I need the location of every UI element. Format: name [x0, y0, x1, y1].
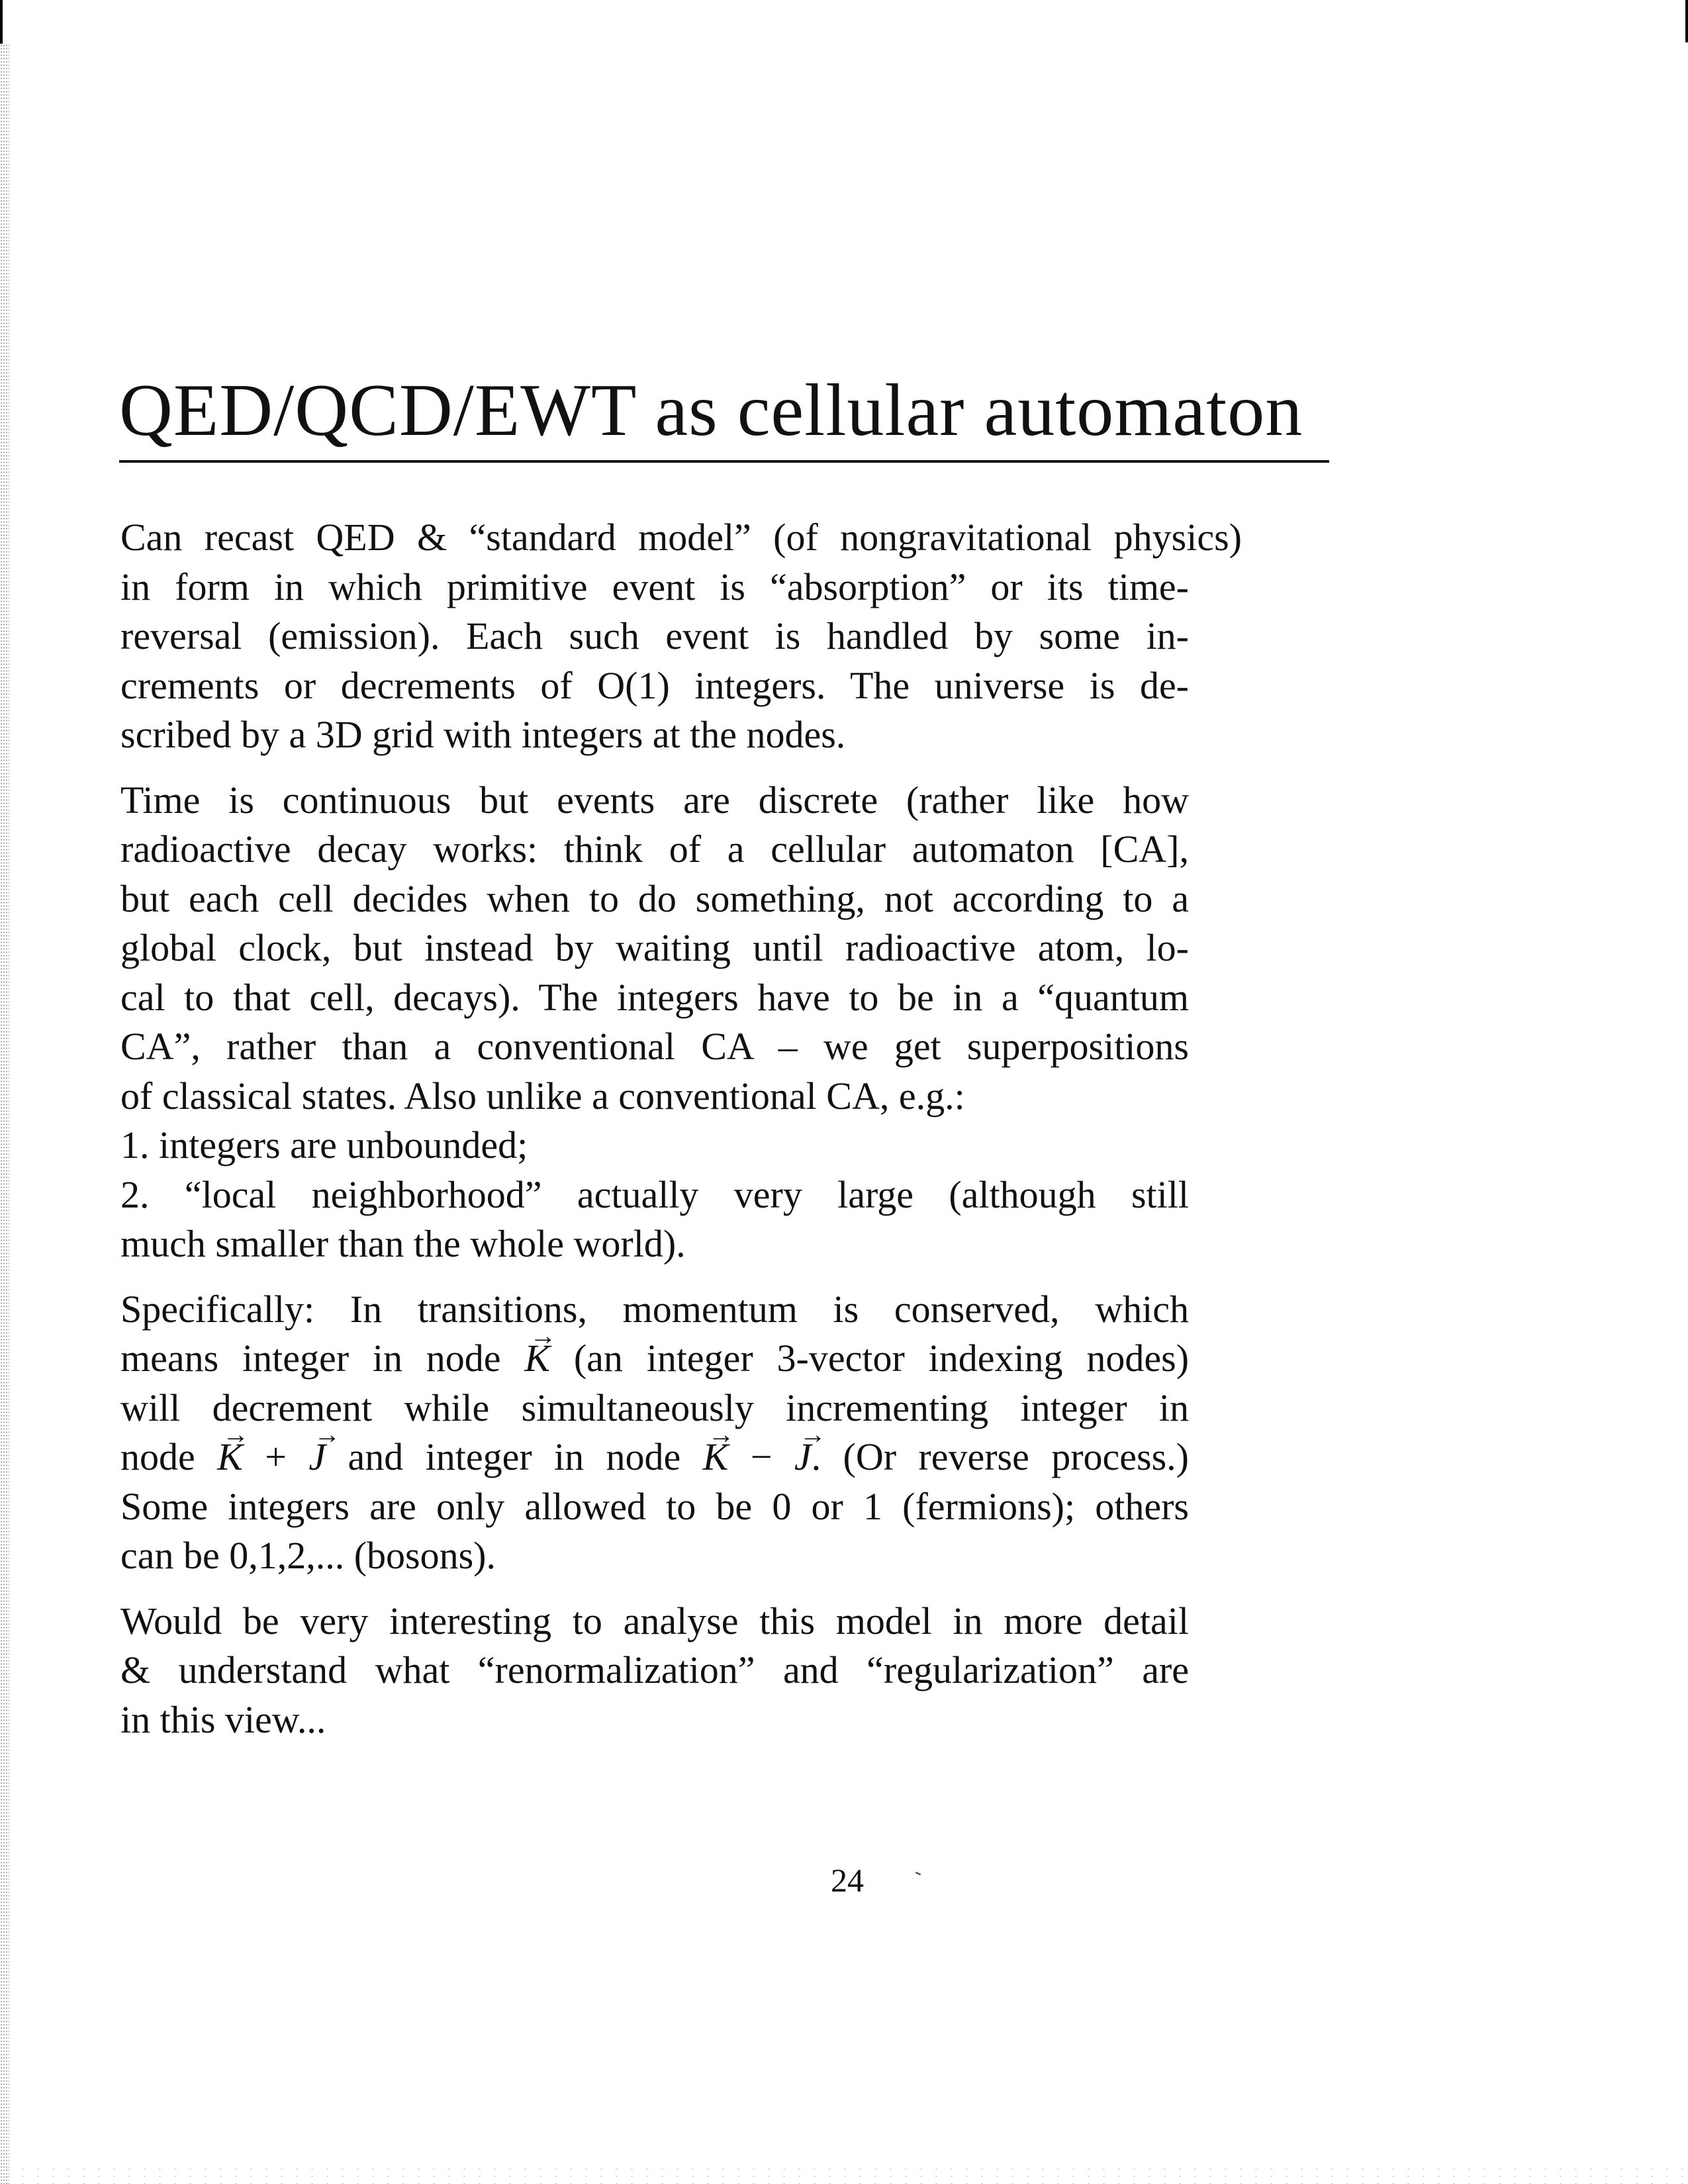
- paragraph-1: [120, 513, 1242, 760]
- text-line: radioactive decay works: think of a cellular automaton [CA],: [120, 828, 1189, 871]
- vector-J: → J: [308, 1433, 326, 1482]
- page-title: QED/QCD/EWT as cellular automaton: [119, 369, 1303, 451]
- text-line: reversal (emission). Each such event is handled by some in-: [120, 614, 1189, 657]
- text-line: can be 0,1,2,... (bosons).: [120, 1534, 496, 1577]
- text-line: Specifically: In transitions, momentum is conserved, which: [120, 1287, 1189, 1331]
- text-line: Would be very interesting to analyse this model in more detail: [120, 1599, 1189, 1642]
- text-line: but each cell decides when to do something, not according to a: [120, 877, 1189, 920]
- text-segment: means integer in node: [120, 1337, 525, 1380]
- text-line: will decrement while simultaneously incrementing integer in: [120, 1386, 1189, 1429]
- page-number: 24: [831, 1862, 864, 1899]
- scan-edge-bottom: [0, 2165, 1688, 2184]
- text-line: global clock, but instead by waiting until radioactive atom, lo-: [120, 926, 1189, 969]
- paragraph-4: [120, 1597, 1189, 1745]
- text-line: scribed by a 3D grid with integers at the nodes.: [120, 713, 846, 756]
- text-line-with-vectors: [120, 1433, 1189, 1482]
- title-underline-rule: [119, 460, 1329, 463]
- vector-K: → K: [217, 1433, 243, 1482]
- text-line: of classical states. Also unlike a conventional CA, e.g.:: [120, 1074, 965, 1117]
- minus-operator: −: [728, 1435, 794, 1478]
- text-line: crements or decrements of O(1) integers. The universe is de-: [120, 663, 1189, 707]
- scan-speck: [915, 1872, 921, 1875]
- vector-K: → K: [703, 1433, 729, 1482]
- text-line: CA”, rather than a conventional CA – we get superpositions: [120, 1025, 1189, 1068]
- paragraph-2: [120, 776, 1189, 1269]
- text-segment: node: [120, 1435, 218, 1478]
- text-segment: and integer in node: [326, 1435, 703, 1478]
- text-line: cal to that cell, decays). The integers have to be in a “quantum: [120, 975, 1189, 1019]
- scan-corner-mark-left: [0, 0, 3, 44]
- vector-K: → K: [524, 1334, 550, 1384]
- text-line: Can recast QED & “standard model” (of nongravitational physics): [120, 516, 1242, 559]
- scan-corner-mark-right: [1685, 0, 1688, 42]
- text-line: Time is continuous but events are discrete (rather like how: [120, 778, 1189, 822]
- paragraph-3: [120, 1285, 1189, 1581]
- text-line-with-vector: [120, 1334, 1189, 1384]
- scan-edge-left: [0, 44, 9, 2184]
- text-segment: . (Or reverse process.): [811, 1435, 1189, 1478]
- plus-operator: +: [242, 1435, 309, 1478]
- list-item-2: 2. “local neighborhood” actually very large (although still: [120, 1172, 1189, 1216]
- text-line: in form in which primitive event is “absorption” or its time-: [120, 565, 1189, 608]
- vector-J: → J: [794, 1433, 812, 1482]
- text-segment: (an integer 3-vector indexing nodes): [550, 1337, 1190, 1380]
- list-item-1: 1. integers are unbounded;: [120, 1123, 528, 1166]
- text-line: in this view...: [120, 1697, 326, 1741]
- text-line: & understand what “renormalization” and “regularization” are: [120, 1648, 1189, 1691]
- text-line: Some integers are only allowed to be 0 or 1 (fermions); others: [120, 1484, 1189, 1528]
- text-line: much smaller than the whole world).: [120, 1222, 686, 1265]
- body-text: [120, 513, 1242, 1760]
